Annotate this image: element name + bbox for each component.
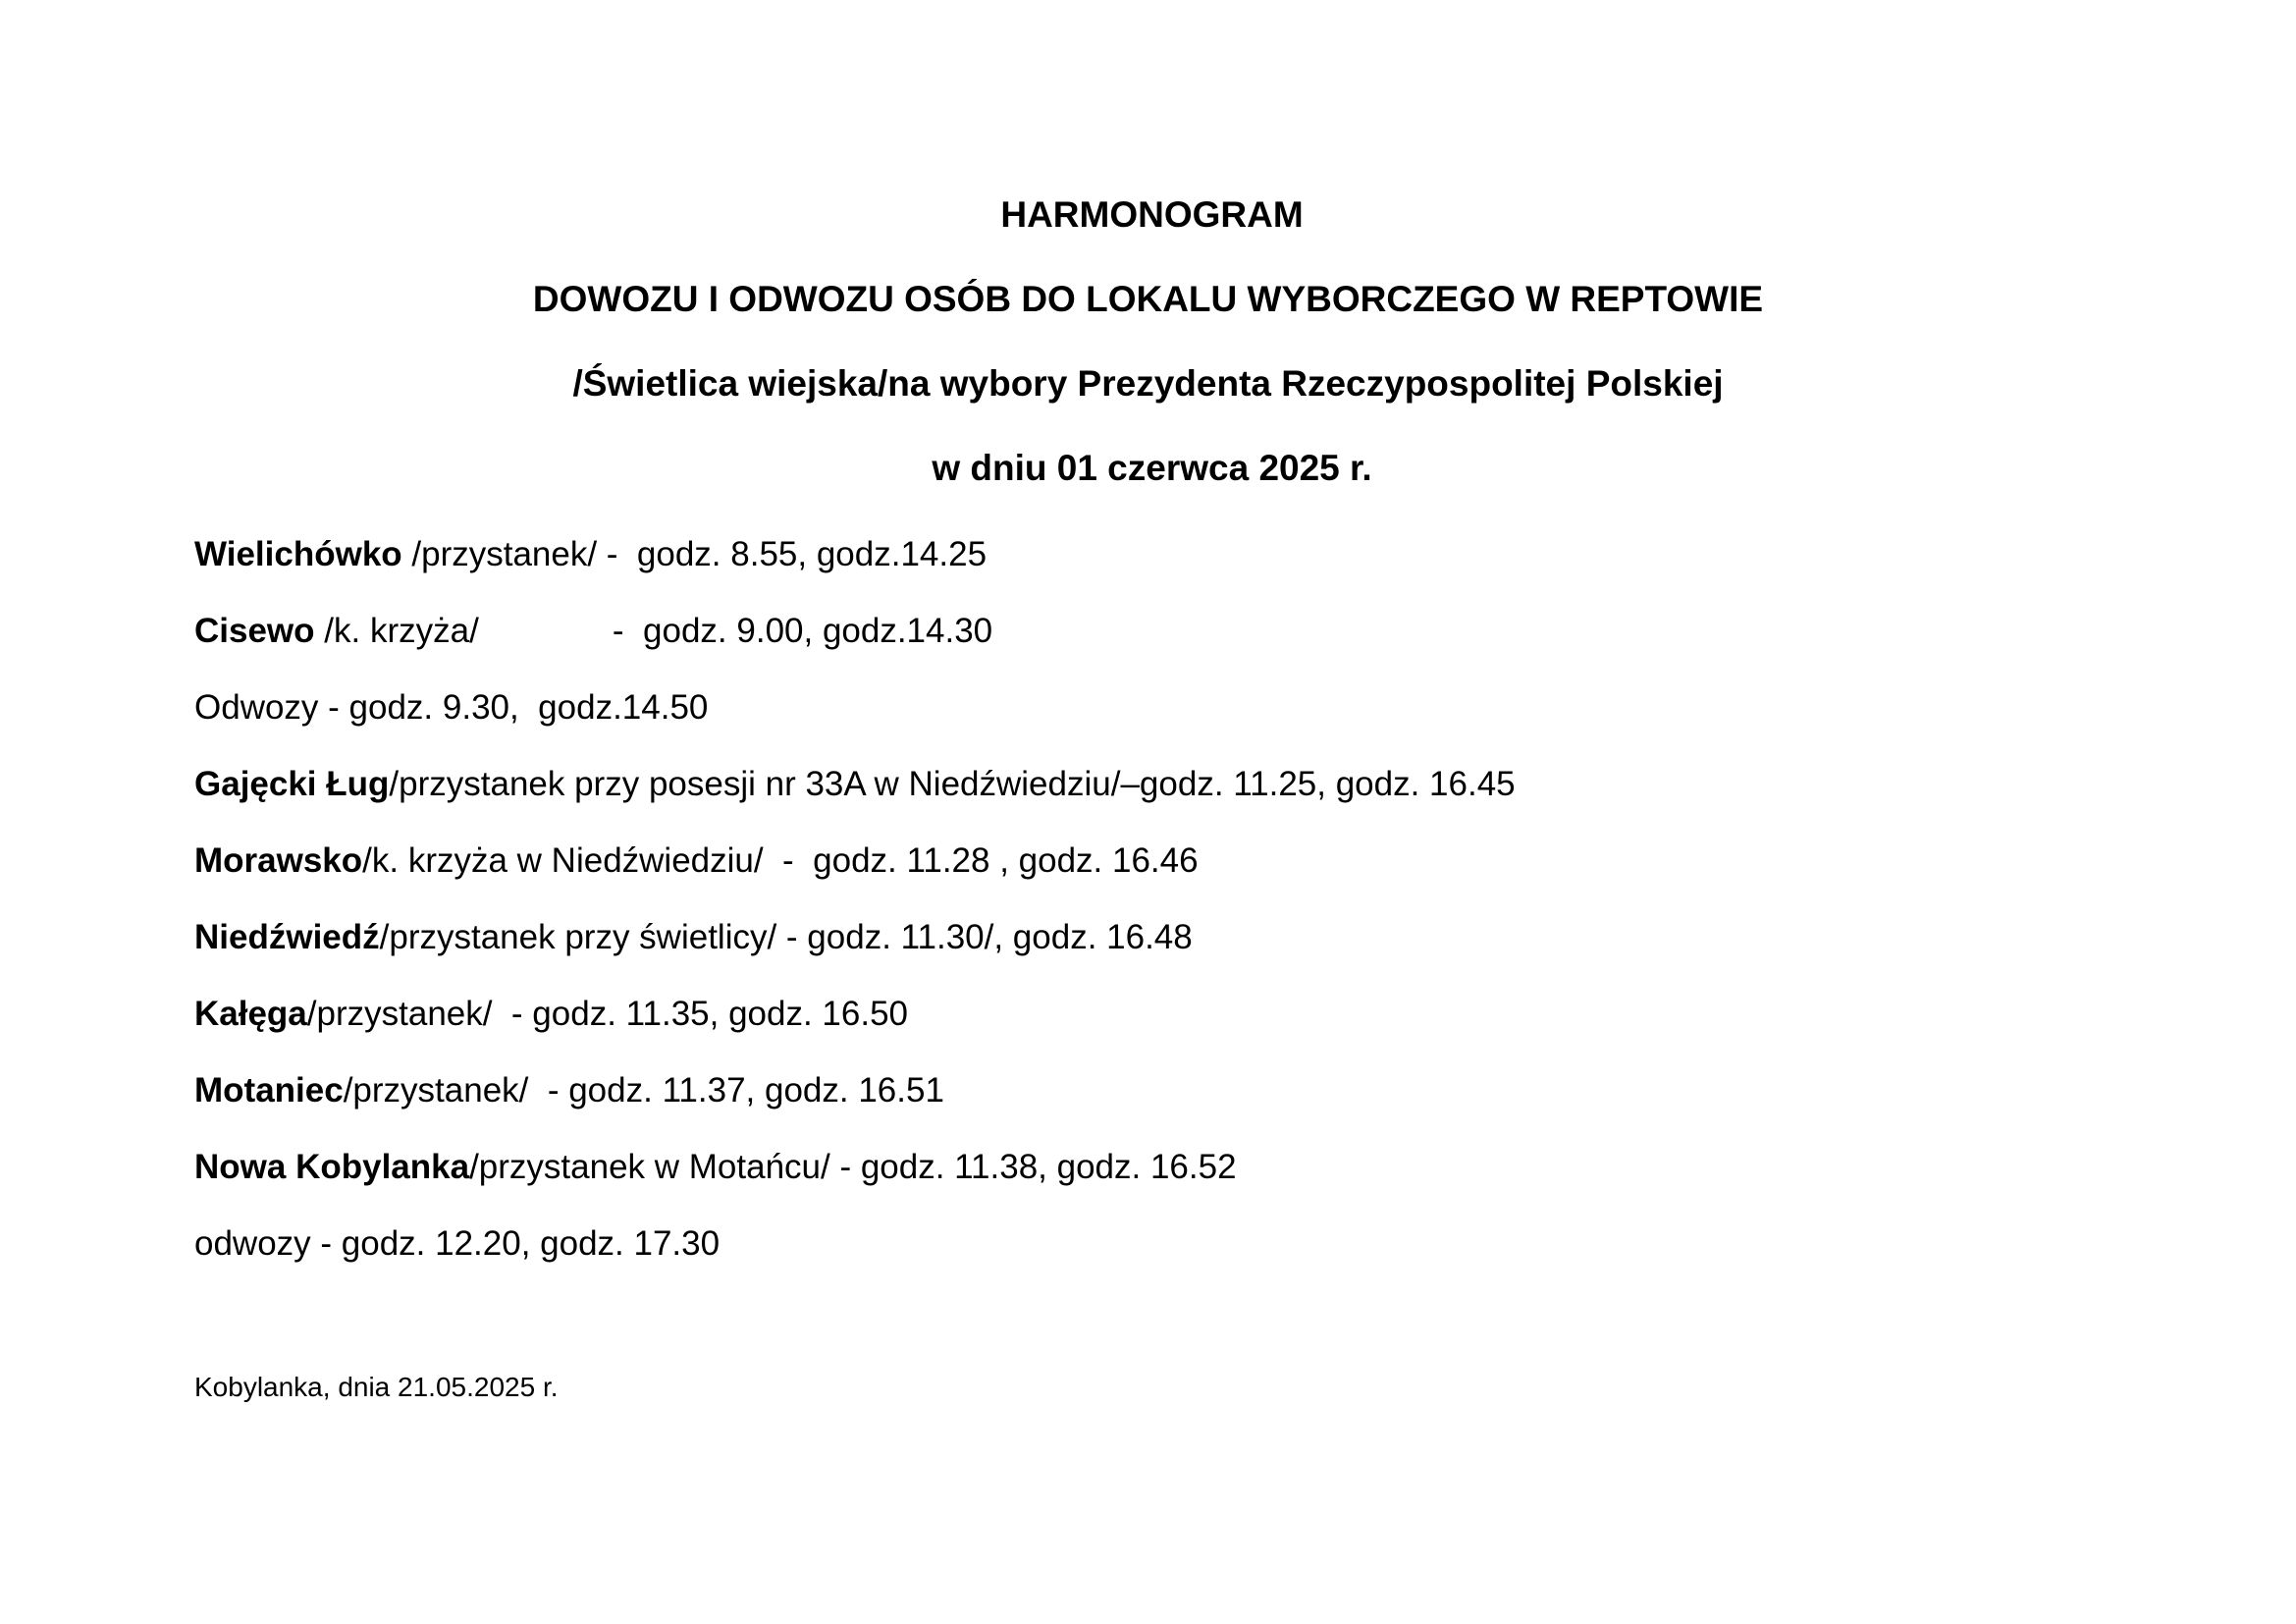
schedule-row-gajecki-lug xyxy=(194,763,1516,806)
schedule-row-return-1 xyxy=(194,686,1516,730)
schedule-place: Cisewo xyxy=(194,612,315,650)
document-subtitle: DOWOZU I ODWOZU OSÓB DO LOKALU WYBORCZEGO W REPTOWIE xyxy=(532,279,1764,319)
schedule-row-nowa-kobylanka xyxy=(194,1146,1516,1189)
document-title: HARMONOGRAM xyxy=(1000,194,1304,235)
schedule-row-wielichowko xyxy=(194,533,1516,576)
schedule-place: Kałęga xyxy=(194,995,307,1033)
document-header xyxy=(0,192,2296,530)
schedule-detail: odwozy - godz. 12.20, godz. 17.30 xyxy=(194,1224,721,1263)
election-date: w dniu 01 czerwca 2025 r. xyxy=(932,448,1372,488)
schedule-row-kalega xyxy=(194,993,1516,1036)
schedule-place: Niedźwiedź xyxy=(194,918,380,956)
schedule-detail: /przystanek przy świetlicy/ - godz. 11.30/, godz. 16.48 xyxy=(379,918,1193,956)
schedule-detail: /k. krzyża w Niedźwiedziu/ - godz. 11.28 , godz. 16.46 xyxy=(362,841,1199,880)
place-and-date: Kobylanka, dnia 21.05.2025 r. xyxy=(194,1372,559,1402)
schedule-place: Nowa Kobylanka xyxy=(194,1148,470,1186)
schedule-row-cisewo xyxy=(194,610,1516,653)
schedule-place: Wielichówko xyxy=(194,535,402,573)
schedule-row-niedzwiedz xyxy=(194,916,1516,959)
schedule-row-motaniec xyxy=(194,1069,1516,1112)
schedule-detail: Odwozy - godz. 9.30, godz.14.50 xyxy=(194,688,709,727)
schedule-detail: /przystanek/ - godz. 11.37, godz. 16.51 xyxy=(343,1071,944,1110)
schedule-place: Motaniec xyxy=(194,1071,344,1110)
schedule-detail: /przystanek przy posesji nr 33A w Niedźwiedziu/–godz. 11.25, godz. 16.45 xyxy=(389,765,1516,803)
schedule-place: Morawsko xyxy=(194,841,363,880)
schedule-detail: /przystanek/ - godz. 11.35, godz. 16.50 xyxy=(306,995,909,1033)
schedule-list xyxy=(194,533,1516,1299)
schedule-row-morawsko xyxy=(194,839,1516,883)
venue-line: /Świetlica wiejska/na wybory Prezydenta Rzeczypospolitej Polskiej xyxy=(572,363,1724,404)
schedule-row-return-2 xyxy=(194,1222,1516,1266)
schedule-detail: /k. krzyża/ - godz. 9.00, godz.14.30 xyxy=(314,612,993,650)
schedule-detail: /przystanek/ - godz. 8.55, godz.14.25 xyxy=(401,535,988,573)
schedule-detail: /przystanek w Motańcu/ - godz. 11.38, godz. 16.52 xyxy=(469,1148,1237,1186)
schedule-place: Gajęcki Ług xyxy=(194,765,390,803)
